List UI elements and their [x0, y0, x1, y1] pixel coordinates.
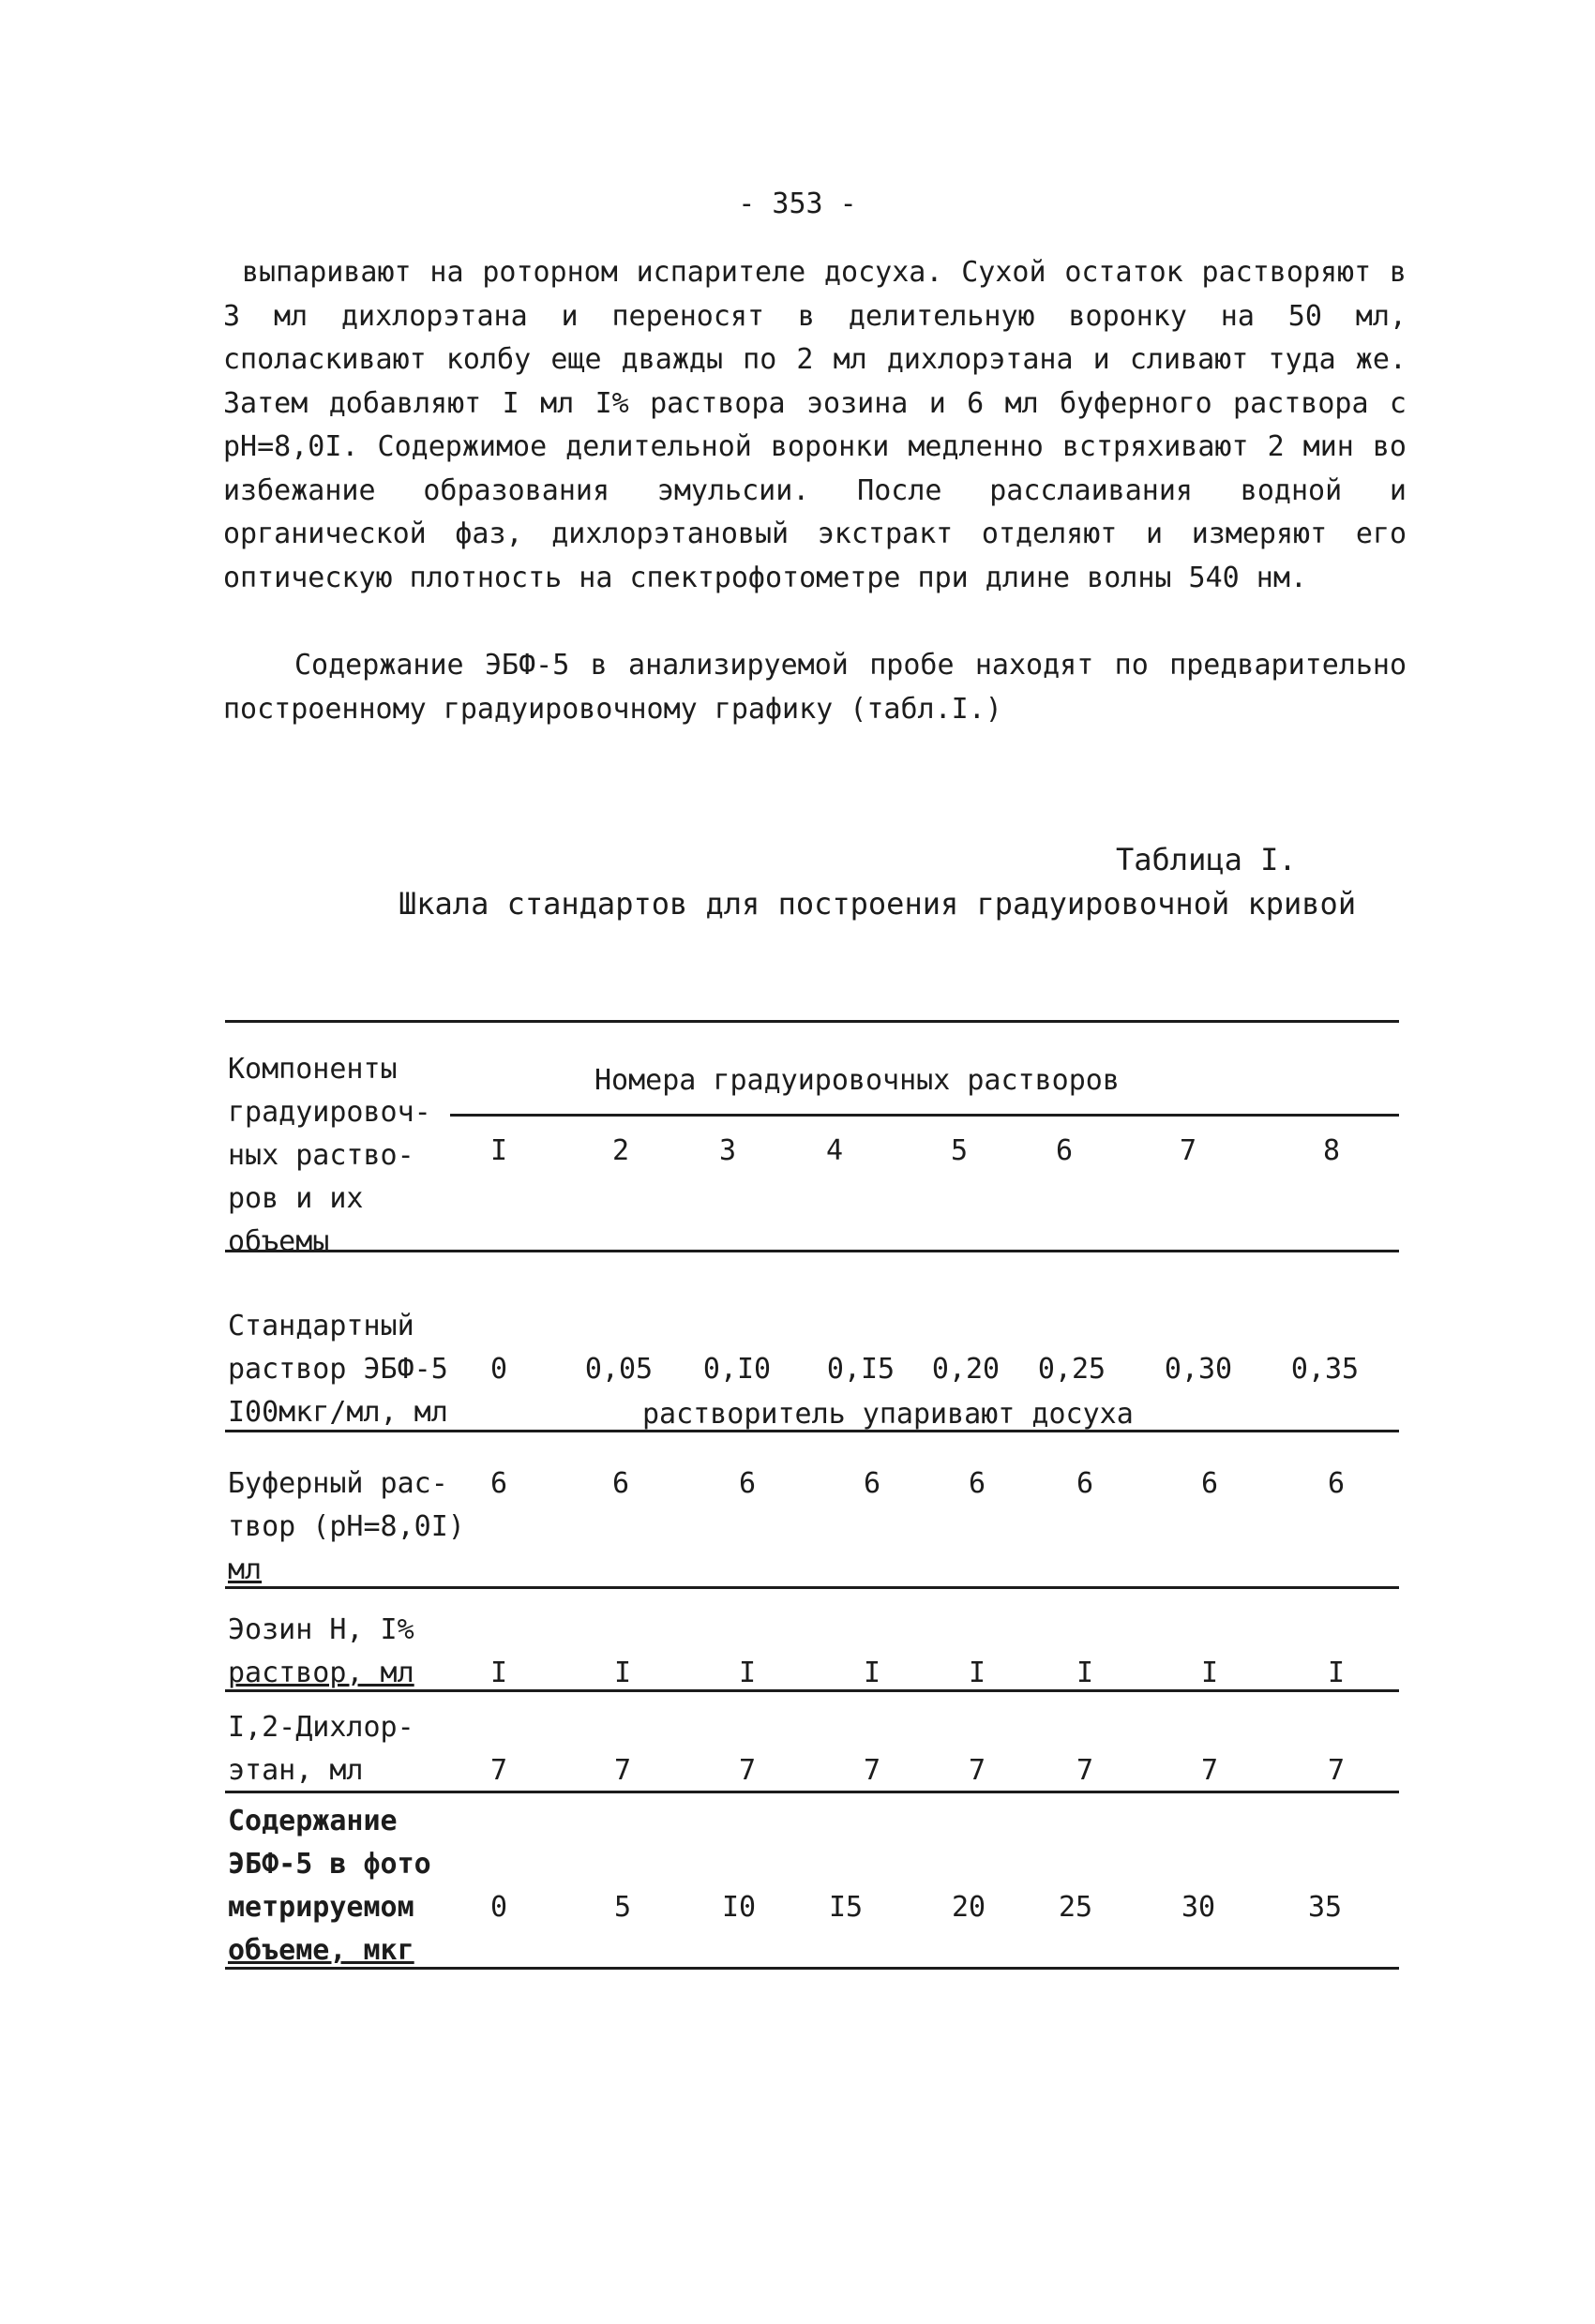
table-cell: 7 — [968, 1754, 986, 1787]
column-header: 2 — [611, 1134, 630, 1167]
table-cell: I — [1327, 1657, 1346, 1689]
body-paragraph-1: выпаривают на роторном испарителе досуха. Сухой остаток растворяют в 3 мл дихлорэтана и переносят в делительную воронку на 50 мл, споласкивают колбу еще дважды по 2 мл дихлорэтана и сливают туда же. Затем добавляют I мл I% раствора эозина и 6 мл буферного раствора с pH=8,0I. Содержимое делительной воронки медленно встряхивают 2 мин во избежание образования эмульсии. После расслаивания водной и органической фаз, дихлорэтановый экстракт отделяют и измеряют его оптическую плотность на спектрофотометре при длине волны 540 нм. — [223, 256, 1407, 594]
column-header: 6 — [1055, 1134, 1074, 1167]
column-header: 8 — [1322, 1134, 1341, 1167]
table-cell: 6 — [738, 1467, 757, 1500]
row-label-dichloroethane: I,2-Дихлор- этан, мл — [228, 1711, 414, 1787]
table-top-rule — [225, 1020, 1399, 1023]
table-cell: 5 — [613, 1891, 632, 1924]
table-cell: I5 — [828, 1891, 864, 1924]
table-cell: I — [738, 1657, 757, 1689]
table-cell: 6 — [863, 1467, 881, 1500]
table-cell: 7 — [1076, 1754, 1094, 1787]
table-cell: 6 — [1076, 1467, 1094, 1500]
table-cell: 30 — [1181, 1891, 1216, 1924]
column-header: 5 — [950, 1134, 969, 1167]
table-cell: 20 — [951, 1891, 986, 1924]
table-cell: 6 — [968, 1467, 986, 1500]
table-cell: 0,25 — [1037, 1353, 1106, 1386]
table-cell: 0,35 — [1290, 1353, 1360, 1386]
header-group-label: Номера градуировочных растворов — [594, 1064, 1120, 1097]
table-cell: I — [1200, 1657, 1219, 1689]
table-cell: I0 — [721, 1891, 757, 1924]
table-cell: 7 — [1327, 1754, 1346, 1787]
table-cell: 0,20 — [931, 1353, 1001, 1386]
table-cell: 7 — [489, 1754, 508, 1787]
table-cell: 0,30 — [1164, 1353, 1233, 1386]
table-cell: 0 — [489, 1353, 508, 1386]
table-cell: 25 — [1058, 1891, 1093, 1924]
header-components-label: Компоненты градуировоч- ных раство- ров и их объемы — [228, 1053, 431, 1258]
column-header: 4 — [825, 1134, 844, 1167]
column-header: 3 — [718, 1134, 737, 1167]
header-group-rule — [450, 1114, 1399, 1117]
table-cell: 6 — [1327, 1467, 1346, 1500]
table-caption: Таблица I. — [1116, 842, 1297, 877]
column-header: 7 — [1179, 1134, 1197, 1167]
table-cell: 7 — [738, 1754, 757, 1787]
table-cell: 6 — [489, 1467, 508, 1500]
table-cell: 35 — [1307, 1891, 1343, 1924]
table-cell: I — [613, 1657, 632, 1689]
page-number: - 353 - — [738, 187, 857, 220]
row-note-solvent-evaporated: растворитель упаривают досуха — [642, 1398, 1134, 1431]
row-label-eosin: Эозин Н, I% раствор, мл — [228, 1613, 414, 1689]
body-paragraph-2: Содержание ЭБФ-5 в анализируемой пробе находят по предварительно построенному градуировочному графику (табл.I.) — [223, 649, 1407, 726]
table-cell: 0,I5 — [826, 1353, 895, 1386]
table-cell: I — [489, 1657, 508, 1689]
table-cell: I — [863, 1657, 881, 1689]
table-cell: 7 — [1200, 1754, 1219, 1787]
table-cell: 0,I0 — [702, 1353, 772, 1386]
table-cell: 0,05 — [584, 1353, 654, 1386]
table-cell: I — [1076, 1657, 1094, 1689]
table-cell: 6 — [1200, 1467, 1219, 1500]
table-cell: 6 — [611, 1467, 630, 1500]
table-cell: 0 — [489, 1891, 508, 1924]
row-label-content: Содержание ЭБФ-5 в фото метрируемом объеме, мкг — [228, 1805, 431, 1967]
row-label-standard-solution: Стандартный раствор ЭБФ-5 I00мкг/мл, мл — [228, 1310, 448, 1429]
table-title: Шкала стандартов для построения градуировочной кривой — [399, 886, 1357, 922]
row-label-buffer-solution: Буферный рас- твор (pH=8,0I) мл — [228, 1467, 465, 1586]
table-cell: I — [968, 1657, 986, 1689]
table-cell: 7 — [613, 1754, 632, 1787]
column-header: I — [489, 1134, 508, 1167]
table-cell: 7 — [863, 1754, 881, 1787]
